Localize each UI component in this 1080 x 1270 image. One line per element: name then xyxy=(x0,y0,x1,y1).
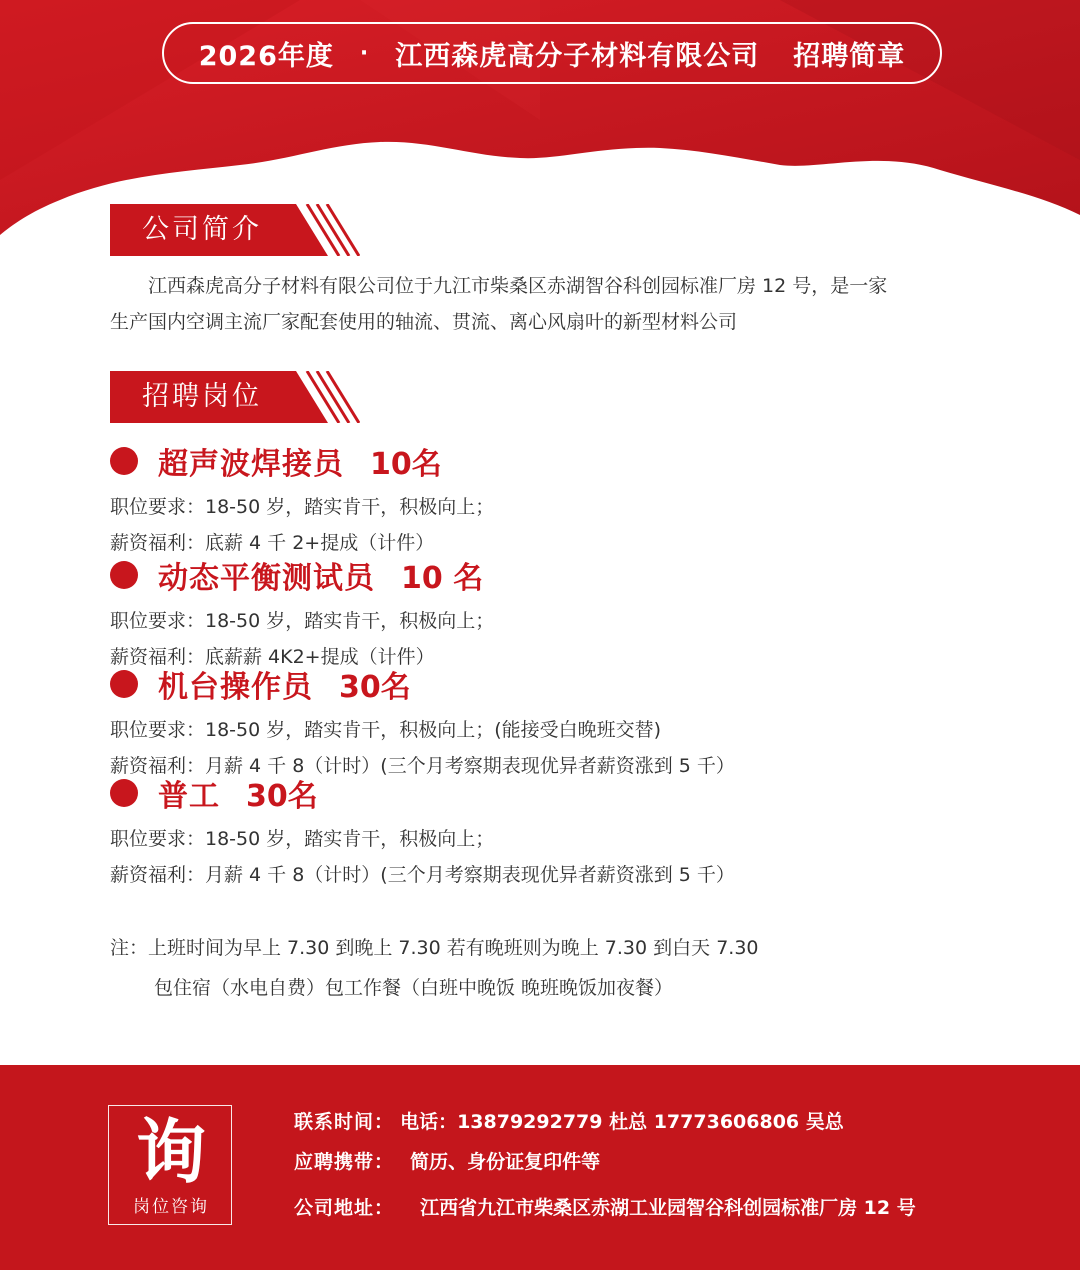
contact-row-address xyxy=(294,1193,916,1220)
job-listing xyxy=(110,441,1010,561)
notes-line-1: 注：上班时间为早上 7.30 到晚上 7.30 若有晚班则为晚上 7.30 到白天 7.30 xyxy=(110,937,759,959)
bullet-icon xyxy=(110,779,138,807)
work-notes xyxy=(110,930,759,1006)
bring-value: 简历、身份证复印件等 xyxy=(410,1151,601,1173)
job-salary: 薪资福利：底薪薪 4K2+提成（计件） xyxy=(110,646,435,668)
job-requirement: 职位要求：18-50 岁，踏实肯干，积极向上； xyxy=(110,610,495,632)
banner-title-pill xyxy=(162,22,942,84)
job-count: 30名 xyxy=(246,779,318,814)
consult-label: 岗位咨询 xyxy=(133,1197,209,1217)
job-title-row xyxy=(110,773,1010,813)
banner-year: 2026年度 xyxy=(198,40,334,72)
bullet-icon xyxy=(110,561,138,589)
notes-line-2: 包住宿（水电自费）包工作餐（白班中晚饭 晚班晚饭加夜餐） xyxy=(154,977,674,999)
job-listing xyxy=(110,773,1010,893)
contact-footer xyxy=(0,1065,1080,1270)
section-title-company-intro: 公司简介 xyxy=(142,214,262,245)
banner-doc-title: 招聘简章 xyxy=(793,40,906,72)
company-intro-text xyxy=(110,268,990,340)
contact-value: 电话：13879292779 杜总 17773606806 吴总 xyxy=(400,1111,844,1133)
address-key: 公司地址： xyxy=(294,1197,395,1219)
banner-company: 江西森虎高分子材料有限公司 xyxy=(395,40,760,72)
contact-row-phone xyxy=(294,1107,844,1134)
bring-key: 应聘携带： xyxy=(294,1151,395,1173)
consult-character: 询 xyxy=(136,1111,206,1193)
intro-line-2: 生产国内空调主流厂家配套使用的轴流、贯流、离心风扇叶的新型材料公司 xyxy=(110,311,738,333)
job-count: 30名 xyxy=(339,670,411,705)
job-name: 动态平衡测试员 xyxy=(158,561,375,596)
section-header-company-intro xyxy=(110,204,360,256)
job-count: 10名 xyxy=(370,447,442,482)
banner-dot: · xyxy=(359,40,370,66)
job-listing xyxy=(110,664,1010,784)
job-name: 机台操作员 xyxy=(158,670,313,705)
job-name: 普工 xyxy=(158,779,220,814)
address-value: 江西省九江市柴桑区赤湖工业园智谷科创园标准厂房 12 号 xyxy=(420,1197,916,1219)
job-listing xyxy=(110,555,1010,675)
section-header-positions xyxy=(110,371,360,423)
job-title-row xyxy=(110,555,1010,595)
job-salary: 薪资福利：底薪 4 千 2+提成（计件） xyxy=(110,532,435,554)
job-name: 超声波焊接员 xyxy=(158,447,344,482)
contact-row-bring xyxy=(294,1147,600,1174)
job-count: 10 名 xyxy=(401,561,484,596)
job-requirement: 职位要求：18-50 岁，踏实肯干，积极向上； xyxy=(110,828,495,850)
contact-key: 联系时间： xyxy=(294,1111,395,1133)
intro-line-1: 江西森虎高分子材料有限公司位于九江市柴桑区赤湖智谷科创园标准厂房 12 号，是一家 xyxy=(148,275,888,297)
job-title-row xyxy=(110,664,1010,704)
job-salary: 薪资福利：月薪 4 千 8（计时）(三个月考察期表现优异者薪资涨到 5 千） xyxy=(110,755,735,777)
bullet-icon xyxy=(110,670,138,698)
job-requirement: 职位要求：18-50 岁，踏实肯干，积极向上； xyxy=(110,496,495,518)
bullet-icon xyxy=(110,447,138,475)
job-salary: 薪资福利：月薪 4 千 8（计时）(三个月考察期表现优异者薪资涨到 5 千） xyxy=(110,864,735,886)
section-title-positions: 招聘岗位 xyxy=(142,381,262,412)
job-title-row xyxy=(110,441,1010,481)
job-requirement: 职位要求：18-50 岁，踏实肯干，积极向上；(能接受白晚班交替) xyxy=(110,719,662,741)
consult-badge xyxy=(108,1105,232,1225)
